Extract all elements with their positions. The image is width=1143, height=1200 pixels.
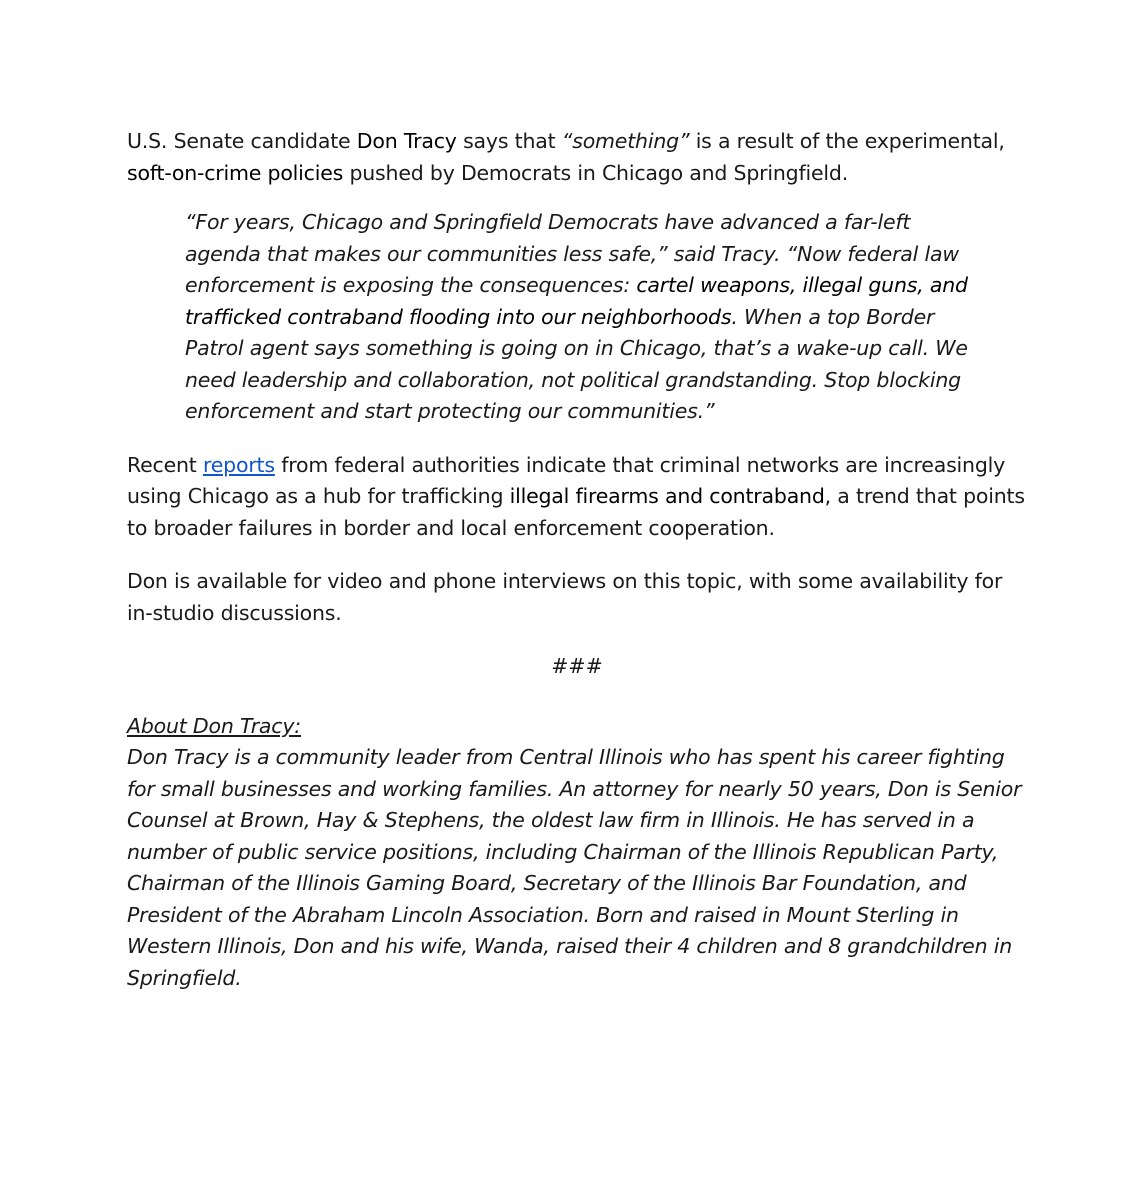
section-separator: ### — [551, 654, 603, 678]
quote-part-2: . When a top Border Patrol agent says something is going on in Chicago, that’s a wake-up call. We need leadership and collaboration, not political grandstanding. Stop blocking enforcement and start protecting our communities.” — [185, 304, 968, 423]
reports-paragraph — [127, 450, 1027, 545]
quote-part-1: “For years, Chicago and Springfield Democrats have advanced a far-left agenda that makes our communities less safe,” said Tracy. “Now federal law enforcement is exposing the consequences: — [185, 210, 959, 297]
intro-paragraph — [127, 126, 1027, 189]
availability-paragraph: Don is available for video and phone interviews on this topic, with some availability for in-studio discussions. — [127, 569, 1003, 625]
intro-prefix: U.S. Senate candidate — [127, 129, 357, 153]
press-release — [127, 126, 1027, 994]
intro-suffix: pushed by Democrats in Chicago and Springfield. — [343, 160, 849, 185]
policies-phrase: soft-on-crime policies — [127, 160, 344, 185]
reports-mid: from federal authorities indicate that criminal networks are increasingly using Chicago as a hub for trafficking — [127, 452, 1006, 508]
about-body: Don Tracy is a community leader from Central Illinois who has spent his career fighting for small businesses and working families. An attorney for nearly 50 years, Don is Senior Counsel at Brown, Hay & Stephens, the oldest law firm in Illinois. He has served in a number of public service positions, including Chairman of the Illinois Republican Party, Chairman of the Illinois Gaming Board, Secretary of the Illinois Bar Foundation, and President of the Abraham Lincoln Association. Born and raised in Mount Sterling in Western Illinois, Don and his wife, Wanda, raised their 4 children and 8 grandchildren in Springfield. — [127, 745, 1022, 990]
candidate-name: Don Tracy — [356, 129, 457, 153]
intro-after: is a result of the experimental, — [689, 129, 1005, 153]
quote-highlight: cartel weapons, illegal guns, and trafficked contraband flooding into our neighborhoods — [185, 273, 968, 329]
intro-mid: says that — [456, 129, 562, 153]
reports-link[interactable]: reports — [202, 452, 275, 477]
reports-prefix: Recent — [127, 452, 203, 477]
reports-suffix: , a trend that points to broader failures in border and local enforcement cooperation. — [127, 484, 1025, 540]
candidate-quote — [185, 207, 985, 428]
about-heading: About Don Tracy: — [127, 713, 301, 738]
emphasis-something: “something” — [561, 129, 690, 153]
reports-highlight: illegal firearms and contraband — [509, 484, 825, 508]
